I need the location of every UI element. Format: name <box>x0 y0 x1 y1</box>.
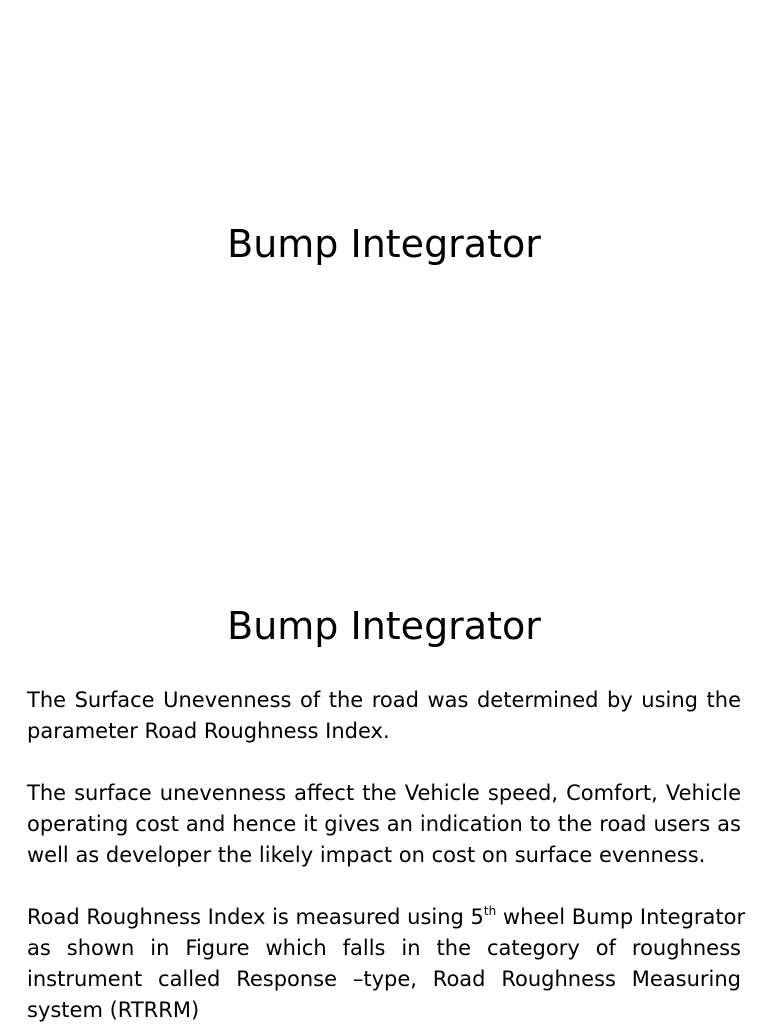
line-text-post: wheel Bump Integrator <box>496 905 746 929</box>
slide-2-body <box>27 685 746 1026</box>
paragraph-line <box>27 902 746 933</box>
paragraph-line: operating cost and hence it gives an indication to the road users as <box>27 812 741 836</box>
slide-1-title: Bump Integrator <box>227 222 541 266</box>
paragraph-line: instrument called Response –type, Road Roughness Measuring <box>27 967 741 991</box>
paragraph-road-roughness-index <box>27 685 741 747</box>
paragraph-line: as shown in Figure which falls in the category of roughness <box>27 936 741 960</box>
paragraph-line: system (RTRRM) <box>27 998 200 1022</box>
paragraph-line: well as developer the likely impact on cost on surface evenness. <box>27 843 706 867</box>
paragraph-measurement-method <box>27 902 746 1026</box>
paragraph-line: parameter Road Roughness Index. <box>27 719 390 743</box>
paragraph-line: The Surface Unevenness of the road was determined by using the <box>27 688 741 712</box>
ordinal-superscript: th <box>483 904 497 918</box>
paragraph-line: The surface unevenness affect the Vehicle speed, Comfort, Vehicle <box>27 781 741 805</box>
paragraph-unevenness-effects <box>27 778 741 871</box>
slide-2-title: Bump Integrator <box>227 604 541 648</box>
slide-2 <box>0 576 768 1024</box>
line-text-pre: Road Roughness Index is measured using 5 <box>27 905 484 929</box>
